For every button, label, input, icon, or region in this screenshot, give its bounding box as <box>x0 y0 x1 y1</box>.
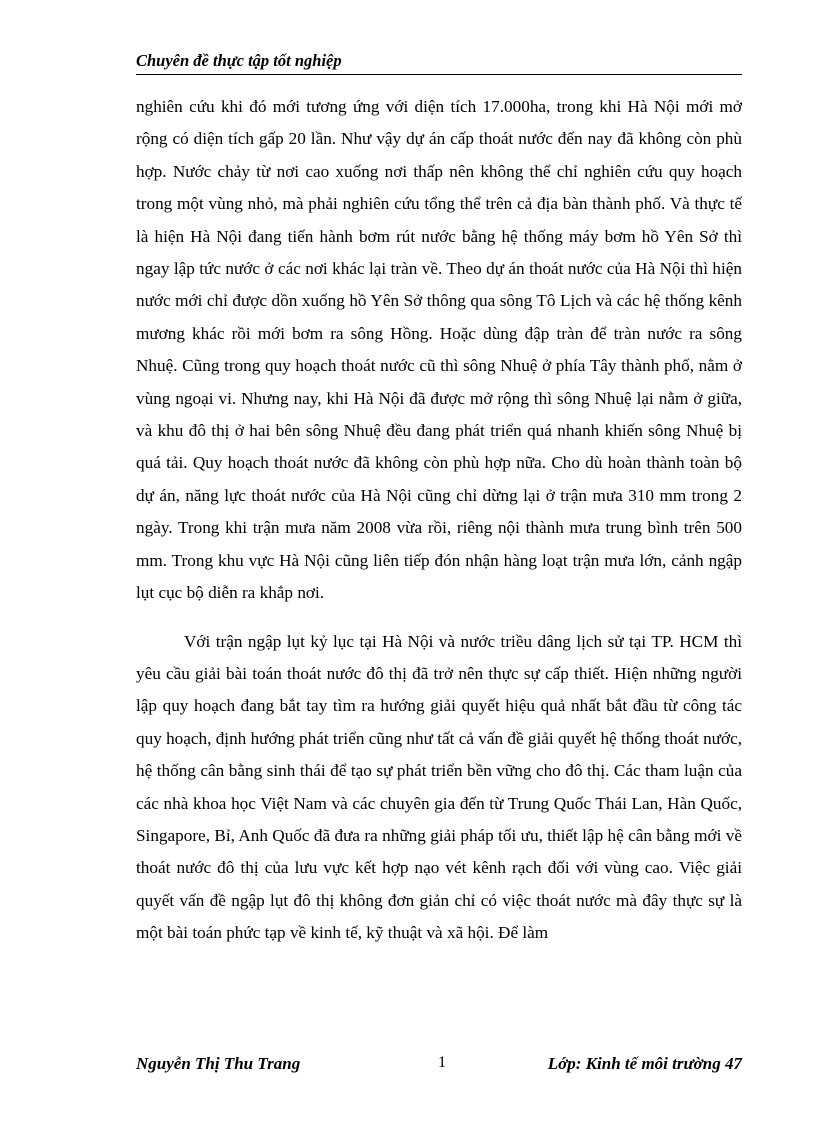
page-header <box>136 50 742 75</box>
author-name: Nguyễn Thị Thu Trang <box>136 1054 301 1073</box>
page-number: 1 <box>438 1054 446 1071</box>
document-title: Chuyên đề thực tập tốt nghiệp <box>136 51 342 70</box>
page-footer <box>136 1054 742 1078</box>
class-label: Lớp: Kinh tế môi trường 47 <box>547 1054 742 1073</box>
paragraph: Với trận ngập lụt kỷ lục tại Hà Nội và nước triều dâng lịch sử tại TP. HCM thì yêu cầu giải bài toán thoát nước đô thị đã trở nên thực sự cấp thiết. Hiện những người lập quy hoạch đang bắt tay tìm ra hướng giải quyết hiệu quả nhất bắt đầu từ công tác quy hoạch, định hướng phát triển cũng như tất cả vấn đề giải quyết hệ thống thoát nước, hệ thống cân bằng sinh thái để tạo sự phát triển bền vững cho đô thị. Các tham luận của các nhà khoa học Việt Nam và các chuyên gia đến từ Trung Quốc Thái Lan, Hàn Quốc, Singapore, Bỉ, Anh Quốc đã đưa ra những giải pháp tối ưu, thiết lập hệ cân bằng mới về thoát nước đô thị của lưu vực kết hợp nạo vét kênh rạch đối với vùng cao. Việc giải quyết vấn đề ngập lụt đô thị không đơn giản chỉ có việc thoát nước mà đây thực sự là một bài toán phức tạp về kinh tế, kỹ thuật và xã hội. Để làm <box>136 631 743 943</box>
paragraph-continued: nghiên cứu khi đó mới tương ứng với diện tích 17.000ha, trong khi Hà Nội mới mở rộng có diện tích gấp 20 lần. Như vậy dự án cấp thoát nước đến nay đã không còn phù hợp. Nước chảy từ nơi cao xuống nơi thấp nên không thể chỉ nghiên cứu quy hoạch trong một vùng nhỏ, mà phải nghiên cứu tổng thể trên cả địa bàn thành phố. Và thực tế là hiện Hà Nội đang tiến hành bơm rút nước bằng hệ thống máy bơm hồ Yên Sở thì ngay lập tức nước ở các nơi khác lại tràn về. Theo dự án thoát nước của Hà Nội thì hiện nước mới chỉ được dồn xuống hồ Yên Sở thông qua sông Tô Lịch và các hệ thống kênh mương khác rồi mới bơm ra sông Hồng. Hoặc dùng đập tràn để tràn nước ra sông Nhuệ. Cũng trong quy hoạch thoát nước cũ thì sông Nhuệ ở phía Tây thành phố, nằm ở vùng ngoại vi. Nhưng nay, khi Hà Nội đã được mở rộng thì sông Nhuệ lại nằm ở giữa, và khu đô thị ở hai bên sông Nhuệ đều đang phát triển quá nhanh khiến sông Nhuệ bị quá tải. Quy hoạch thoát nước đã không còn phù hợp nữa. Cho dù hoàn thành toàn bộ dự án, năng lực thoát nước của Hà Nội cũng chỉ dừng lại ở trận mưa 310 mm trong 2 ngày. Trong khi trận mưa năm 2008 vừa rồi, riêng nội thành mưa trung bình trên 500 mm. Trong khu vực Hà Nội cũng liên tiếp đón nhận hàng loạt trận mưa lớn, cảnh ngập lụt cục bộ diễn ra khắp nơi. <box>136 97 742 603</box>
document-body <box>136 91 742 950</box>
